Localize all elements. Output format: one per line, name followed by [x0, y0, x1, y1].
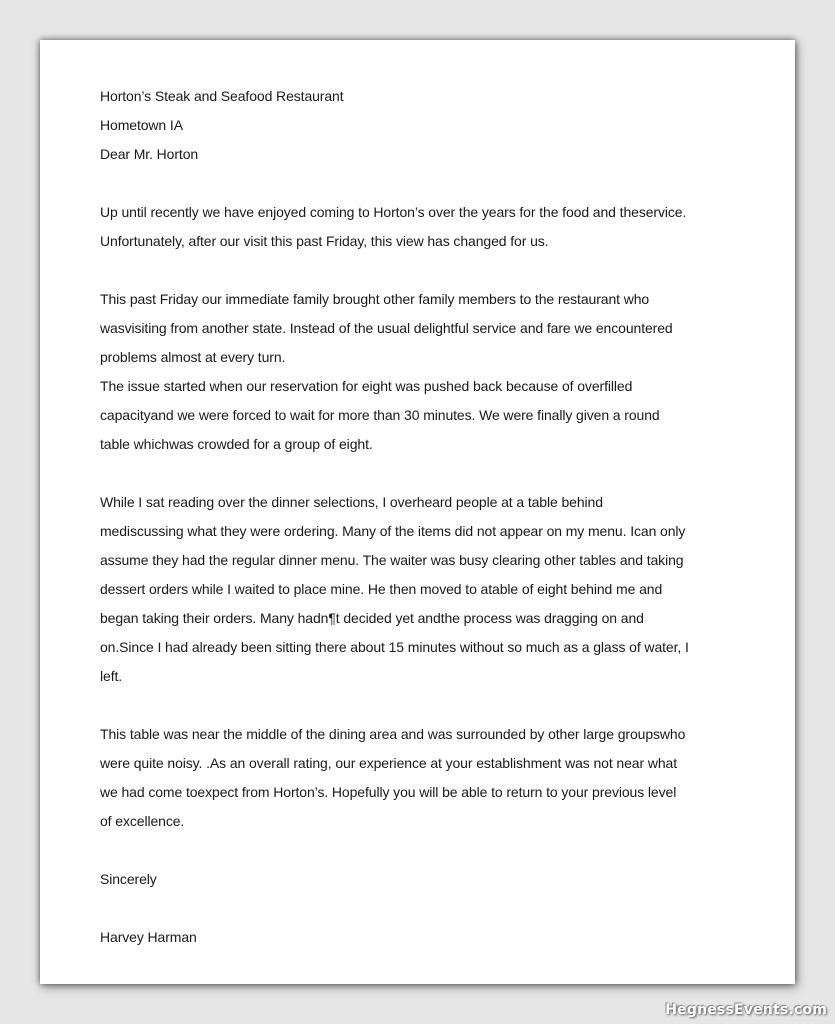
paragraph-line: left. — [100, 668, 123, 684]
paragraph-line: Up until recently we have enjoyed coming to Horton’s over the years for the food and theservice. — [100, 204, 687, 220]
paragraph-3 — [100, 488, 740, 691]
paragraph-line: The issue started when our reservation for eight was pushed back because of overfilled — [100, 378, 633, 394]
letter-page — [40, 40, 795, 984]
signature-name: Harvey Harman — [100, 929, 197, 945]
paragraph-line: This past Friday our immediate family brought other family members to the restaurant who — [100, 291, 650, 307]
letter-header — [100, 82, 740, 169]
paragraph-line: of excellence. — [100, 813, 185, 829]
paragraph-line: capacityand we were forced to wait for more than 30 minutes. We were finally given a round — [100, 407, 660, 423]
paragraph-line: wasvisiting from another state. Instead of the usual delightful service and fare we encountered — [100, 320, 673, 336]
paragraph-line: problems almost at every turn. — [100, 349, 286, 365]
paragraph-line: were quite noisy. .As an overall rating, our experience at your establishment was not near what — [100, 755, 677, 771]
paragraph-4 — [100, 720, 740, 836]
recipient-name: Horton’s Steak and Seafood Restaurant — [100, 88, 344, 104]
paragraph-2 — [100, 285, 740, 459]
paragraph-line: Unfortunately, after our visit this past Friday, this view has changed for us. — [100, 233, 549, 249]
closing-text: Sincerely — [100, 871, 157, 887]
paragraph-line: This table was near the middle of the dining area and was surrounded by other large groupswho — [100, 726, 686, 742]
paragraph-line: began taking their orders. Many hadn¶t decided yet andthe process was dragging on and — [100, 610, 644, 626]
paragraph-line: on.Since I had already been sitting there about 15 minutes without so much as a glass of water, I — [100, 639, 689, 655]
signature — [100, 923, 740, 952]
paragraph-1 — [100, 198, 740, 256]
recipient-location: Hometown IA — [100, 117, 183, 133]
salutation: Dear Mr. Horton — [100, 146, 199, 162]
paragraph-line: mediscussing what they were ordering. Many of the items did not appear on my menu. Ican only — [100, 523, 686, 539]
paragraph-line: dessert orders while I waited to place mine. He then moved to atable of eight behind me and — [100, 581, 663, 597]
watermark: HegnessEvents.com — [665, 1002, 827, 1018]
paragraph-line: assume they had the regular dinner menu. The waiter was busy clearing other tables and taking — [100, 552, 684, 568]
closing — [100, 865, 740, 894]
paragraph-line: table whichwas crowded for a group of eight. — [100, 436, 373, 452]
paragraph-line: While I sat reading over the dinner selections, I overheard people at a table behind — [100, 494, 603, 510]
letter-body — [100, 82, 740, 952]
paragraph-line: we had come toexpect from Horton’s. Hopefully you will be able to return to your previous level — [100, 784, 677, 800]
